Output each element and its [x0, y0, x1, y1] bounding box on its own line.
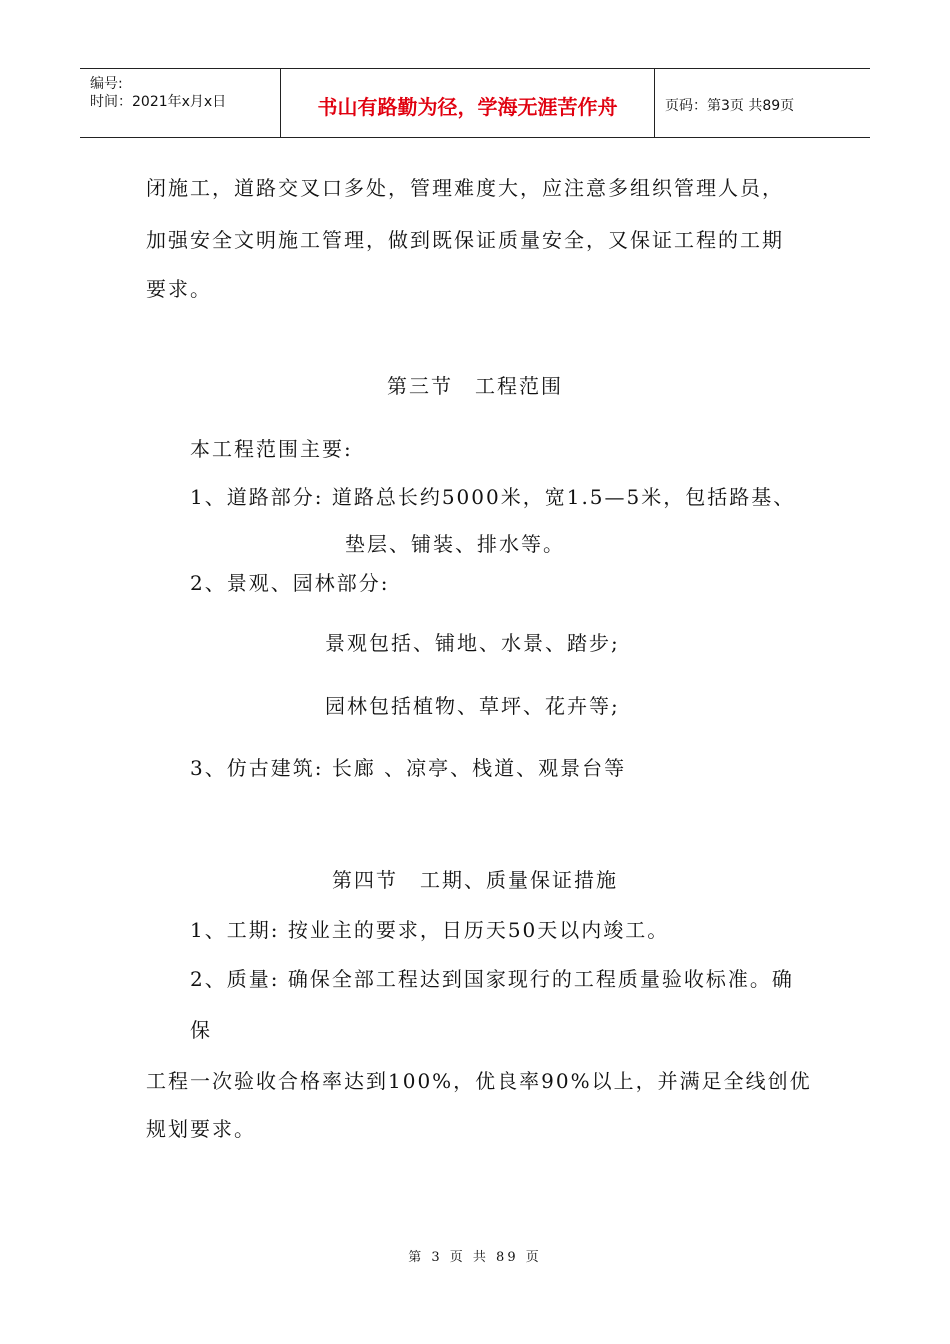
page-footer: 第 3 页 共 89 页 — [408, 1250, 542, 1265]
number-label: 编号: — [90, 76, 123, 92]
scope-item-continuation: 垫层、铺装、排水等。 — [345, 532, 565, 556]
scope-item: 2、景观、园林部分: — [190, 571, 390, 595]
time-label: 时间：2021年x月x日 — [90, 94, 227, 110]
section-title: 第四节 工期、质量保证措施 — [332, 868, 618, 892]
scope-item: 3、仿古建筑: 长廊 、凉亭、栈道、观景台等 — [190, 756, 627, 780]
scope-intro: 本工程范围主要: — [190, 437, 353, 461]
page-label: 页码：第3页 共89页 — [665, 98, 795, 114]
header-page-cell — [655, 69, 870, 137]
paragraph-line: 规划要求。 — [146, 1117, 256, 1141]
paragraph-line: 工程一次验收合格率达到100%，优良率90%以上，并满足全线创优 — [146, 1069, 812, 1093]
scope-item: 1、道路部分: 道路总长约5000米，宽1.5—5米，包括路基、 — [190, 485, 796, 509]
measure-item: 1、工期: 按业主的要求，日历天50天以内竣工。 — [190, 918, 670, 942]
measure-item: 2、质量: 确保全部工程达到国家现行的工程质量验收标准。确 — [190, 967, 794, 991]
paragraph-line: 闭施工，道路交叉口多处，管理难度大，应注意多组织管理人员， — [146, 176, 784, 200]
paragraph-line: 要求。 — [146, 277, 212, 301]
header-motto-cell — [280, 69, 655, 137]
page-header — [80, 68, 870, 138]
header-meta — [80, 69, 280, 137]
measure-item-continuation: 保 — [190, 1018, 212, 1042]
scope-subitem: 景观包括、铺地、水景、踏步; — [325, 631, 620, 655]
paragraph-line: 加强安全文明施工管理，做到既保证质量安全，又保证工程的工期 — [146, 228, 784, 252]
scope-subitem: 园林包括植物、草坪、花卉等; — [325, 694, 620, 718]
section-title: 第三节 工程范围 — [387, 374, 563, 398]
motto: 书山有路勤为径，学海无涯苦作舟 — [317, 95, 618, 119]
